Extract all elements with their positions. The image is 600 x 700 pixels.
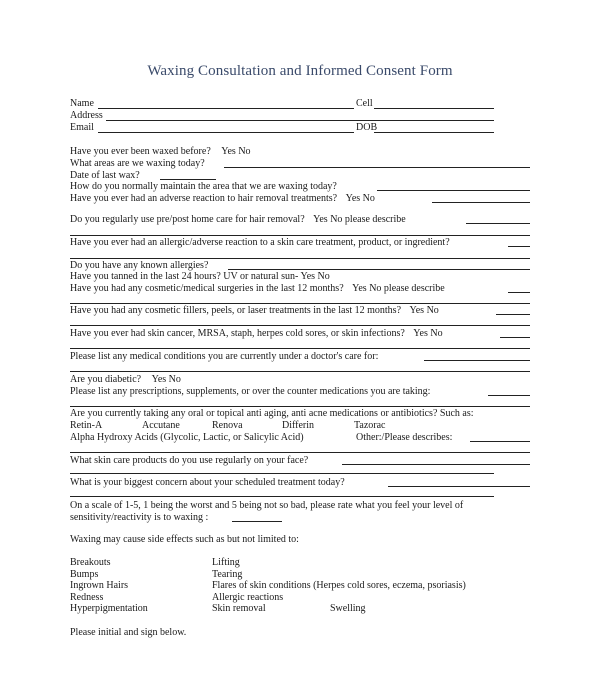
address-field[interactable] [106,120,494,121]
medical-conditions-field[interactable] [424,360,530,361]
dob-label: DOB [356,122,378,133]
q-medications: Please list any prescriptions, supplements, or over the counter medications you are taking: [70,386,431,397]
side-effect-tearing: Tearing [212,569,243,580]
q-waxed-before-text: Have you ever been waxed before? [70,146,211,157]
adverse-hair-field[interactable] [432,202,530,203]
q-surgeries-text: Have you had any cosmetic/medical surgeries in the last 12 months? [70,283,344,294]
skin-cancer-field[interactable] [500,337,530,338]
q-allergic-skin: Have you ever had an allergic/adverse reaction to a skin care treatment, product, or ingredient? [70,237,450,248]
q-fillers-options[interactable]: Yes No [409,305,439,316]
q-surgeries [70,283,445,295]
med-accutane: Accutane [142,420,180,431]
q-surgeries-options[interactable]: Yes No please describe [352,283,445,294]
side-effect-breakouts: Breakouts [70,557,111,568]
areas-field[interactable] [224,167,530,168]
allergies-field[interactable] [228,269,530,270]
side-effect-ingrown: Ingrown Hairs [70,580,129,591]
sign-prompt: Please initial and sign below. [70,627,187,638]
medical-conditions-line-2[interactable] [70,371,530,372]
surgeries-line-2[interactable] [70,303,530,304]
side-effect-allergic: Allergic reactions [212,592,284,603]
q-concern: What is your biggest concern about your scheduled treatment today? [70,477,345,488]
q-last-wax: Date of last wax? [70,170,140,181]
side-effect-redness: Redness [70,592,104,603]
q-skin-cancer [70,328,443,340]
med-line-2[interactable] [70,452,530,453]
name-field[interactable] [98,108,354,109]
q-fillers-text: Have you had any cosmetic fillers, peels, or laser treatments in the last 12 months? [70,305,402,316]
skin-cancer-line-2[interactable] [70,348,530,349]
q-fillers [70,305,439,317]
q-tanned[interactable]: Have you tanned in the last 24 hours? UV or natural sun- Yes No [70,271,330,282]
q-adverse-hair [70,193,375,205]
q-scale-line-2: sensitivity/reactivity is to waxing : [70,512,209,523]
email-field[interactable] [98,132,354,133]
q-skin-products: What skin care products do you use regularly on your face? [70,455,309,466]
q-waxed-before [70,146,251,158]
concern-line-2[interactable] [70,496,494,497]
q-waxed-before-options[interactable]: Yes No [221,146,251,157]
form-title: Waxing Consultation and Informed Consent Form [147,63,453,79]
med-other-field[interactable] [470,441,530,442]
med-retin-a: Retin-A [70,420,103,431]
cell-field[interactable] [374,108,494,109]
maintain-field[interactable] [377,190,530,191]
med-tazorac: Tazorac [354,420,386,431]
side-effect-lifting: Lifting [212,557,240,568]
q-allergies: Do you have any known allergies? [70,260,209,271]
email-label: Email [70,122,94,133]
q-home-care-text: Do you regularly use pre/post home care for hair removal? [70,214,305,225]
q-medical-conditions: Please list any medical conditions you are currently under a doctor's care for: [70,351,379,362]
q-home-care [70,214,406,226]
side-effect-flares: Flares of skin conditions (Herpes cold sores, eczema, psoriasis) [212,580,466,591]
side-effect-skin-removal: Skin removal [212,603,266,614]
dob-field[interactable] [374,132,494,133]
side-effects-intro: Waxing may cause side effects such as but not limited to: [70,534,299,545]
scale-field[interactable] [232,521,282,522]
q-diabetic-text: Are you diabetic? [70,374,142,385]
side-effect-bumps: Bumps [70,569,99,580]
name-label: Name [70,98,94,109]
allergic-skin-field[interactable] [508,246,530,247]
q-skin-cancer-text: Have you ever had skin cancer, MRSA, staph, herpes cold sores, or skin infections? [70,328,405,339]
med-differin: Differin [282,420,315,431]
q-anti-aging: Are you currently taking any oral or topical anti aging, anti acne medications or antibiotics? Such as: [70,408,474,419]
last-wax-field[interactable] [160,179,216,180]
fillers-field[interactable] [496,314,530,315]
q-scale-line-1: On a scale of 1-5, 1 being the worst and 5 being not so bad, please rate what you feel your level of [70,500,464,511]
med-renova: Renova [212,420,243,431]
skin-products-field[interactable] [342,464,530,465]
address-label: Address [70,110,103,121]
home-care-line-2[interactable] [70,235,530,236]
home-care-field[interactable] [466,223,530,224]
q-maintain: How do you normally maintain the area that we are waxing today? [70,181,337,192]
med-aha: Alpha Hydroxy Acids (Glycolic, Lactic, or Salicylic Acid) [70,432,304,443]
side-effect-swelling: Swelling [330,603,366,614]
q-areas: What areas are we waxing today? [70,158,205,169]
surgeries-field[interactable] [508,292,530,293]
side-effect-hyperpigmentation: Hyperpigmentation [70,603,148,614]
q-home-care-options[interactable]: Yes No please describe [313,214,406,225]
cell-label: Cell [356,98,373,109]
med-other-label: Other:/Please describes: [356,432,453,443]
concern-field[interactable] [388,486,530,487]
fillers-line-2[interactable] [70,325,530,326]
skin-products-line-2[interactable] [70,473,494,474]
q-diabetic-options[interactable]: Yes No [151,374,181,385]
q-skin-cancer-options[interactable]: Yes No [413,328,443,339]
allergic-skin-line-2[interactable] [70,258,530,259]
medications-field[interactable] [488,395,530,396]
q-adverse-hair-options[interactable]: Yes No [345,193,375,204]
medications-line-2[interactable] [70,406,530,407]
q-diabetic [70,374,181,386]
q-adverse-hair-text: Have you ever had an adverse reaction to hair removal treatments? [70,193,338,204]
